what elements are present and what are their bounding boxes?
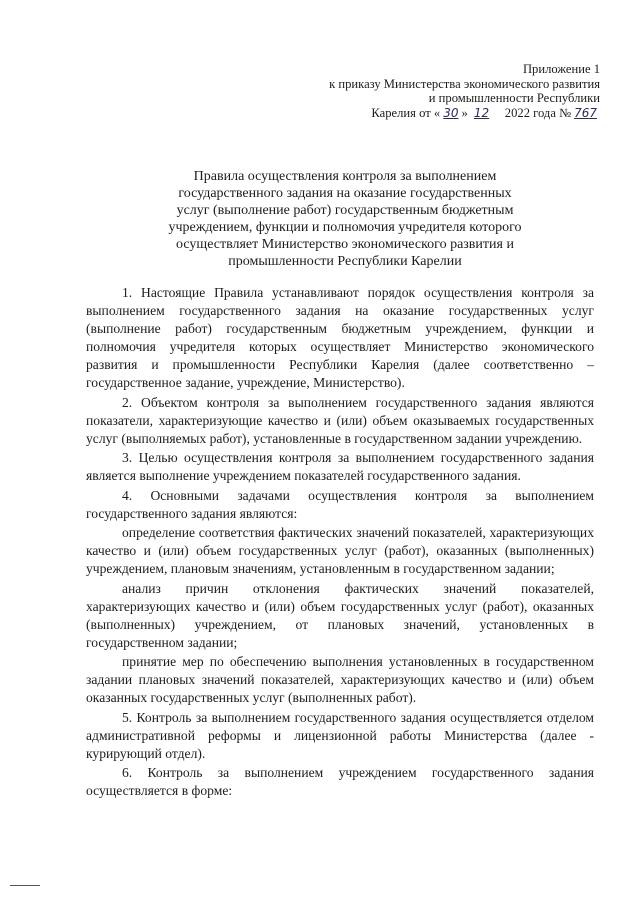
paragraph-1: 1. Настоящие Правила устанавливают порядок осуществления контроля за выполнением государственного задания на оказание государственных услуг (выполнение работ) государственным бюджетным учреждением, функции и полномочия учредителя которых осуществляет Министерство экономического развития и промышленности Республики Карелия (далее соответственно – государственное задание, учреждение, Министерство).: [86, 285, 594, 390]
paragraph-6: 6. Контроль за выполнением учреждением государственного задания осуществляется в форме:: [86, 765, 594, 798]
task-item-3: принятие мер по обеспечению выполнения установленных в государственном задании плановых значений показателей, характеризующих качество и (или) объем оказанных государственных услуг (выполненных работ).: [86, 654, 594, 705]
title-line: осуществляет Министерство экономического развития и: [176, 237, 514, 252]
document-title: [130, 168, 560, 270]
title-line: учреждением, функции и полномочия учредителя которого: [168, 220, 522, 235]
footnote-rule: [10, 885, 40, 886]
handwritten-day: 30: [443, 105, 459, 120]
date-year: 2022 года №: [504, 105, 572, 120]
paragraph-3: 3. Целью осуществления контроля за выполнением государственного задания является выполнение учреждением показателей государственного задания.: [86, 450, 594, 483]
appendix-header: [300, 62, 600, 120]
task-item-1: определение соответствия фактических значений показателей, характеризующих качество и (или) объем государственных услуг (работ), оказанных (выполненных) учреждением, плановым значениям, установленным в государственном задании;: [86, 525, 594, 576]
task-item-2: анализ причин отклонения фактических значений показателей, характеризующих качество и (или) объем государственных услуг (работ), оказанных (выполненных) учреждением, от плановых значений, установленных в государственном задании;: [86, 580, 594, 650]
title-line: промышленности Республики Карелии: [228, 254, 462, 269]
document-body: [86, 284, 594, 802]
title-line: Правила осуществления контроля за выполнением: [193, 169, 497, 184]
paragraph-5: 5. Контроль за выполнением государственного задания осуществляется отделом административной реформы и лицензионной работы Министерства (далее - курирующий отдел).: [86, 709, 594, 761]
title-line: государственного задания на оказание государственных: [178, 186, 512, 201]
appendix-label: Приложение 1: [522, 62, 600, 76]
order-line: к приказу Министерства экономического развития: [329, 76, 600, 91]
date-mid: »: [461, 105, 468, 120]
handwritten-month: 12: [473, 105, 490, 120]
ministry-line: и промышленности Республики: [428, 91, 600, 106]
date-prefix: Карелия от «: [371, 105, 441, 120]
title-line: услуг (выполнение работ) государственным бюджетным: [176, 203, 514, 218]
handwritten-doc-number: 767: [574, 105, 597, 120]
paragraph-4: 4. Основными задачами осуществления контроля за выполнением государственного задания являются:: [86, 487, 594, 521]
order-date-line: [300, 106, 600, 121]
paragraph-2: 2. Объектом контроля за выполнением государственного задания являются показатели, характеризующие качество и (или) объем оказываемых государственных услуг (выполняемых работ), установленные в государственном задании учреждению.: [86, 394, 594, 446]
